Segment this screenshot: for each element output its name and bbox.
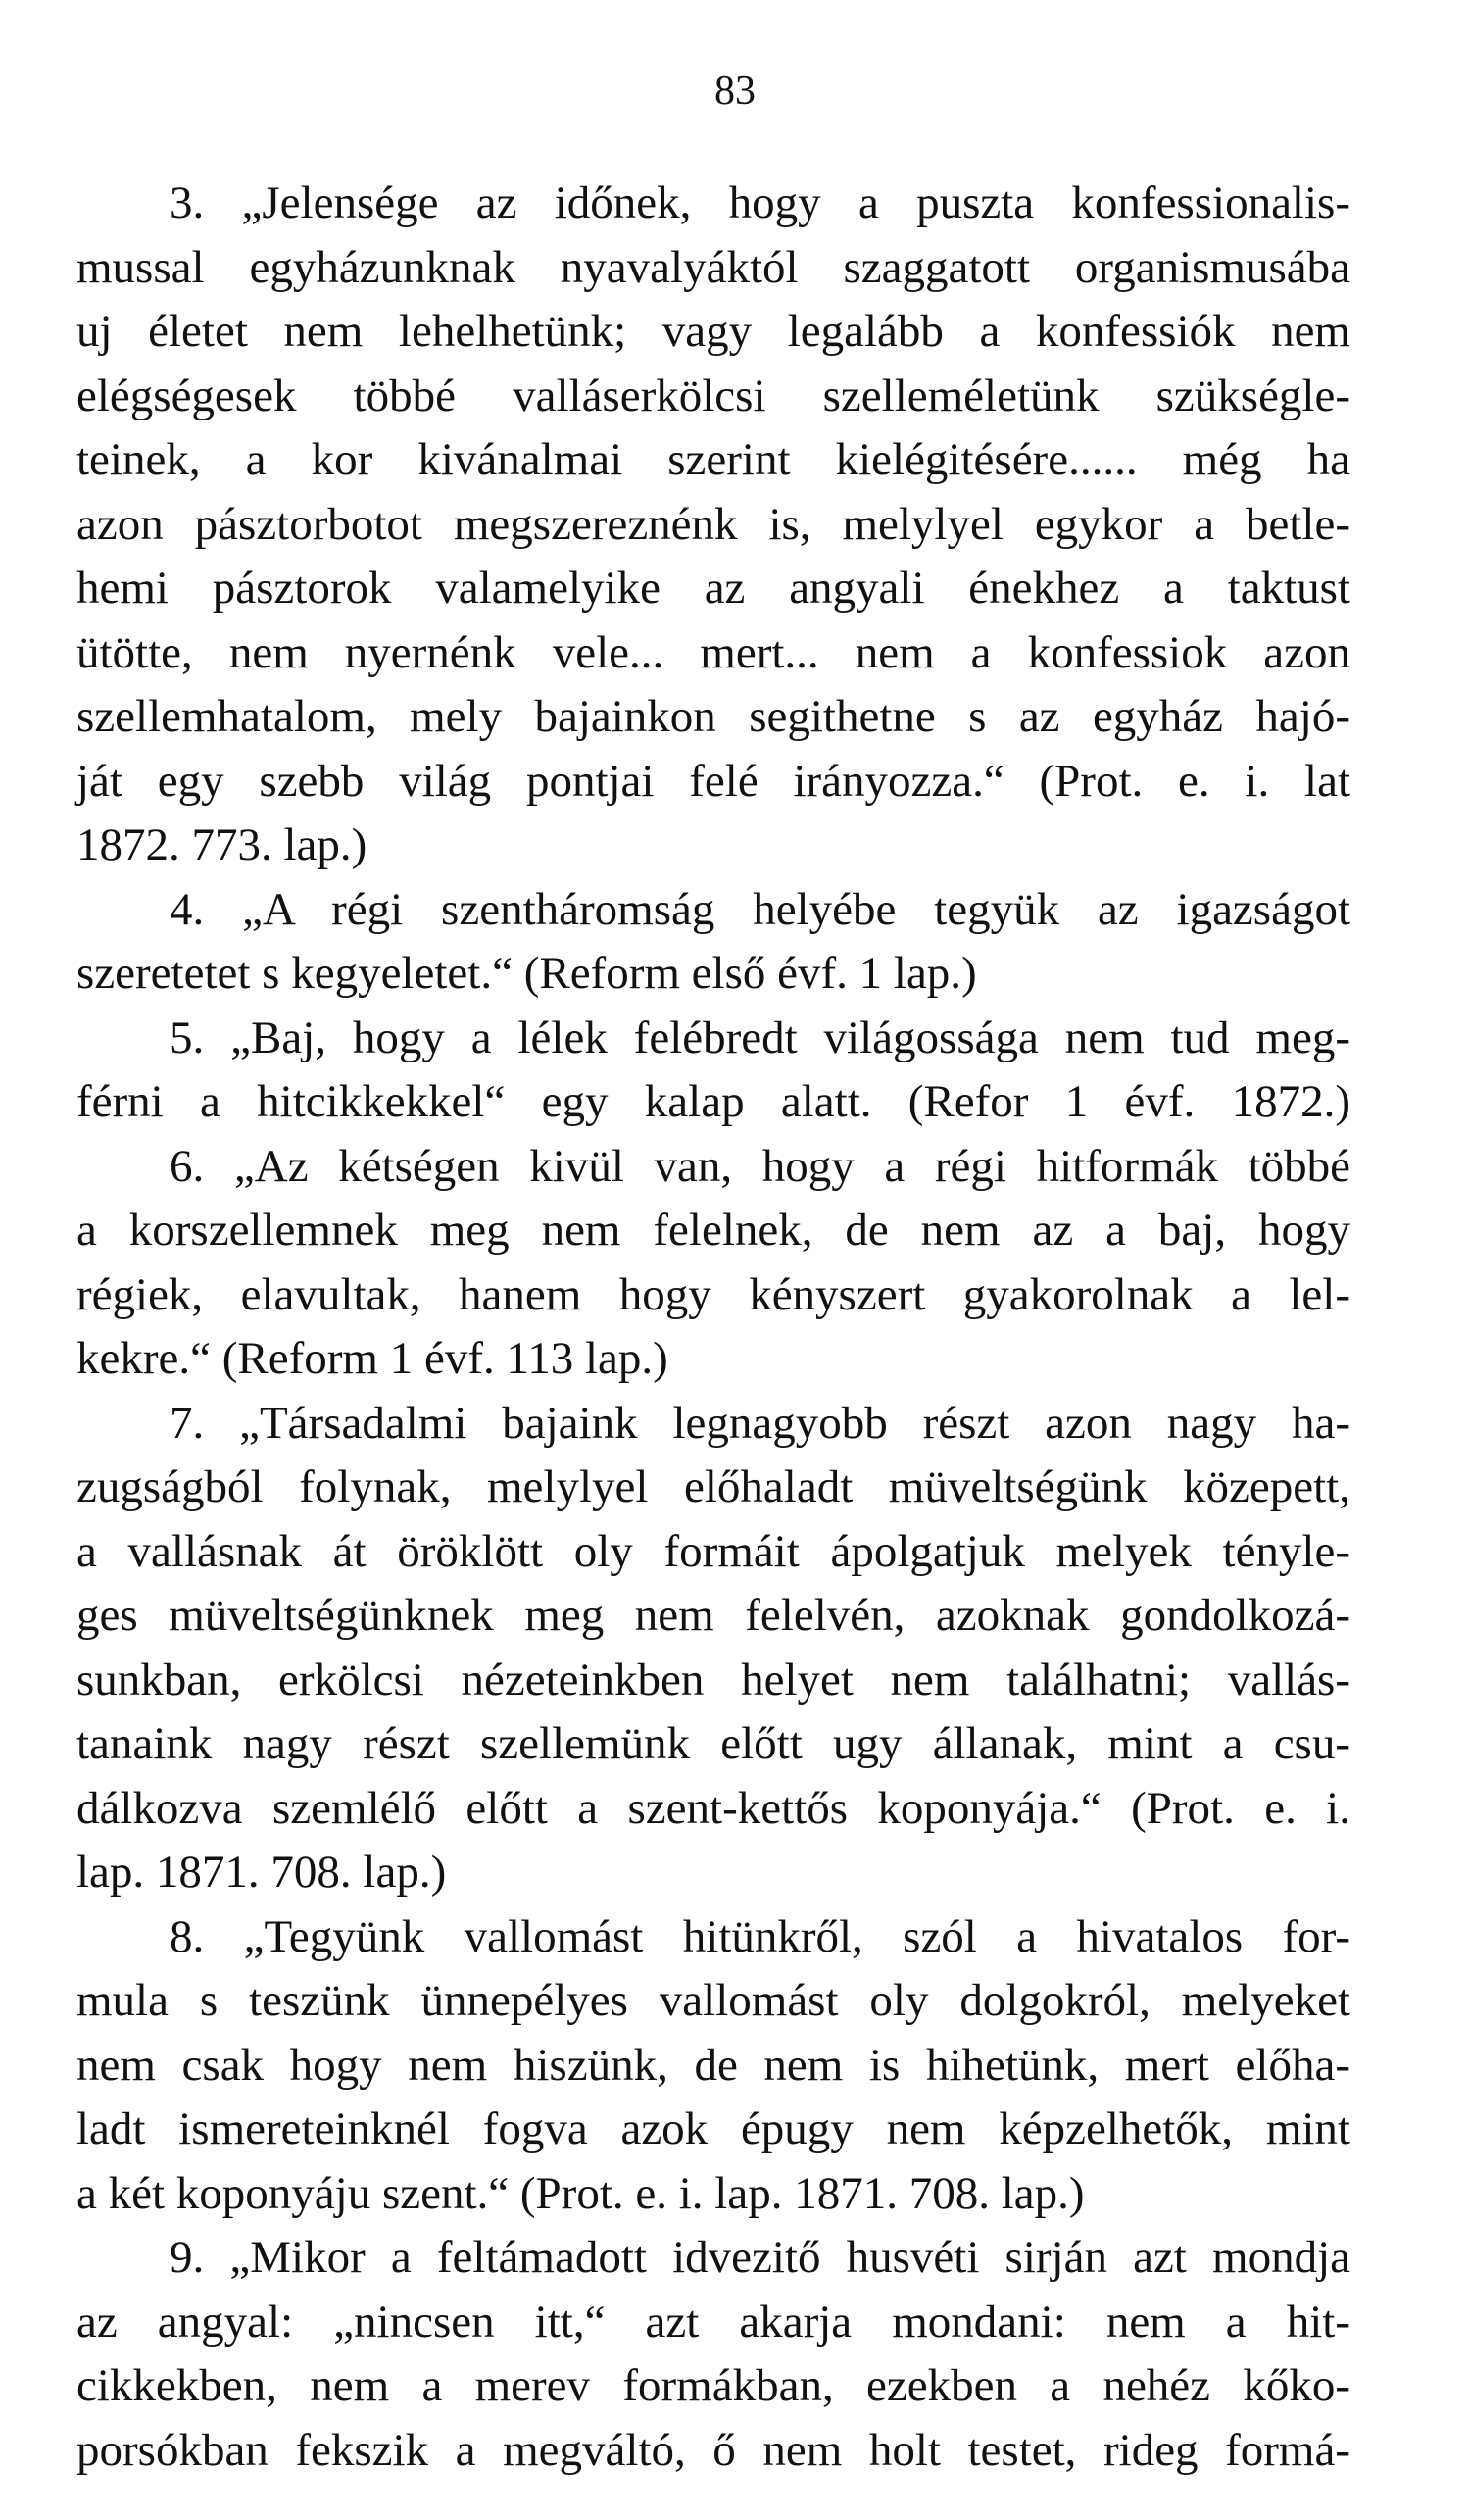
text-line: nem csak hogy nem hiszünk, de nem is hihetünk, mert előha- <box>76 2039 1350 2091</box>
text-line: a két koponyáju szent.“ (Prot. e. i. lap. 1871. 708. lap.) <box>76 2167 1085 2219</box>
text-line: ját egy szebb világ pontjai felé irányozza.“ (Prot. e. i. lat <box>76 755 1350 807</box>
text-line: 8. „Tegyünk vallomást hitünkről, szól a hivatalos for- <box>170 1910 1350 1962</box>
text-line: 6. „Az kétségen kivül van, hogy a régi hitformák többé <box>170 1140 1350 1192</box>
text-line: 7. „Társadalmi bajaink legnagyobb részt azon nagy ha- <box>170 1397 1350 1449</box>
text-line: 1872. 773. lap.) <box>76 819 368 870</box>
text-line: elégségesek többé valláserkölcsi szelleméletünk szükségle- <box>76 370 1350 421</box>
text-line: sunkban, erkölcsi nézeteinkben helyet nem találhatni; vallás- <box>76 1654 1350 1705</box>
text-line: dálkozva szemlélő előtt a szent-kettős koponyája.“ (Prot. e. i. <box>76 1782 1350 1834</box>
text-line: 3. „Jelensége az időnek, hogy a puszta konfessionalis- <box>170 177 1350 228</box>
text-line: kekre.“ (Reform 1 évf. 113 lap.) <box>76 1333 668 1384</box>
text-line: szeretetet s kegyeletet.“ (Reform első évf. 1 lap.) <box>76 948 977 999</box>
text-line: mussal egyházunknak nyavalyáktól szaggatott organismusába <box>76 241 1350 293</box>
text-line: szellemhatalom, mely bajainkon segithetne s az egyház hajó- <box>76 691 1350 742</box>
text-line: 9. „Mikor a feltámadott idvezitő husvéti sirján azt mondja <box>170 2232 1350 2283</box>
text-line: hemi pásztorok valamelyike az angyali énekhez a taktust <box>76 563 1350 614</box>
text-line: lap. 1871. 708. lap.) <box>76 1847 447 1898</box>
text-line: ges müveltségünknek meg nem felelvén, azoknak gondolkozá- <box>76 1590 1350 1641</box>
text-line: azon pásztorbotot megszereznénk is, melylyel egykor a betle- <box>76 498 1350 550</box>
text-line: férni a hitcikkekkel“ egy kalap alatt. (Refor 1 évf. 1872.) <box>76 1076 1350 1127</box>
text-line: ladt ismereteinknél fogva azok épugy nem képzelhetők, mint <box>76 2103 1350 2154</box>
text-line: 4. „A régi szentháromság helyébe tegyük az igazságot <box>170 883 1350 935</box>
text-line: cikkekben, nem a merev formákban, ezekben a nehéz kőko- <box>76 2360 1350 2411</box>
body-text <box>76 172 1350 2483</box>
text-line: porsókban fekszik a megváltó, ő nem holt testet, rideg formá- <box>76 2424 1350 2476</box>
page-number: 83 <box>714 69 756 114</box>
text-line: uj életet nem lehelhetünk; vagy legalább a konfessiók nem <box>76 306 1350 357</box>
text-line: a korszellemnek meg nem felelnek, de nem az a baj, hogy <box>76 1205 1350 1256</box>
text-line: zugságból folynak, melylyel előhaladt müveltségünk közepett, <box>76 1461 1350 1512</box>
text-line: régiek, elavultak, hanem hogy kényszert gyakorolnak a lel- <box>76 1268 1350 1320</box>
text-line: ütötte, nem nyernénk vele... mert... nem a konfessiok azon <box>76 626 1350 678</box>
text-line: tanaink nagy részt szellemünk előtt ugy állanak, mint a csu- <box>76 1718 1350 1769</box>
text-line: 5. „Baj, hogy a lélek felébredt világossága nem tud meg- <box>170 1012 1350 1063</box>
text-line: teinek, a kor kivánalmai szerint kielégitésére...... még ha <box>76 434 1350 485</box>
text-line: a vallásnak át öröklött oly formáit ápolgatjuk melyek tényle- <box>76 1525 1350 1577</box>
text-line: mula s teszünk ünnepélyes vallomást oly dolgokról, melyeket <box>76 1975 1350 2026</box>
text-line: az angyal: „nincsen itt,“ azt akarja mondani: nem a hit- <box>76 2296 1350 2347</box>
